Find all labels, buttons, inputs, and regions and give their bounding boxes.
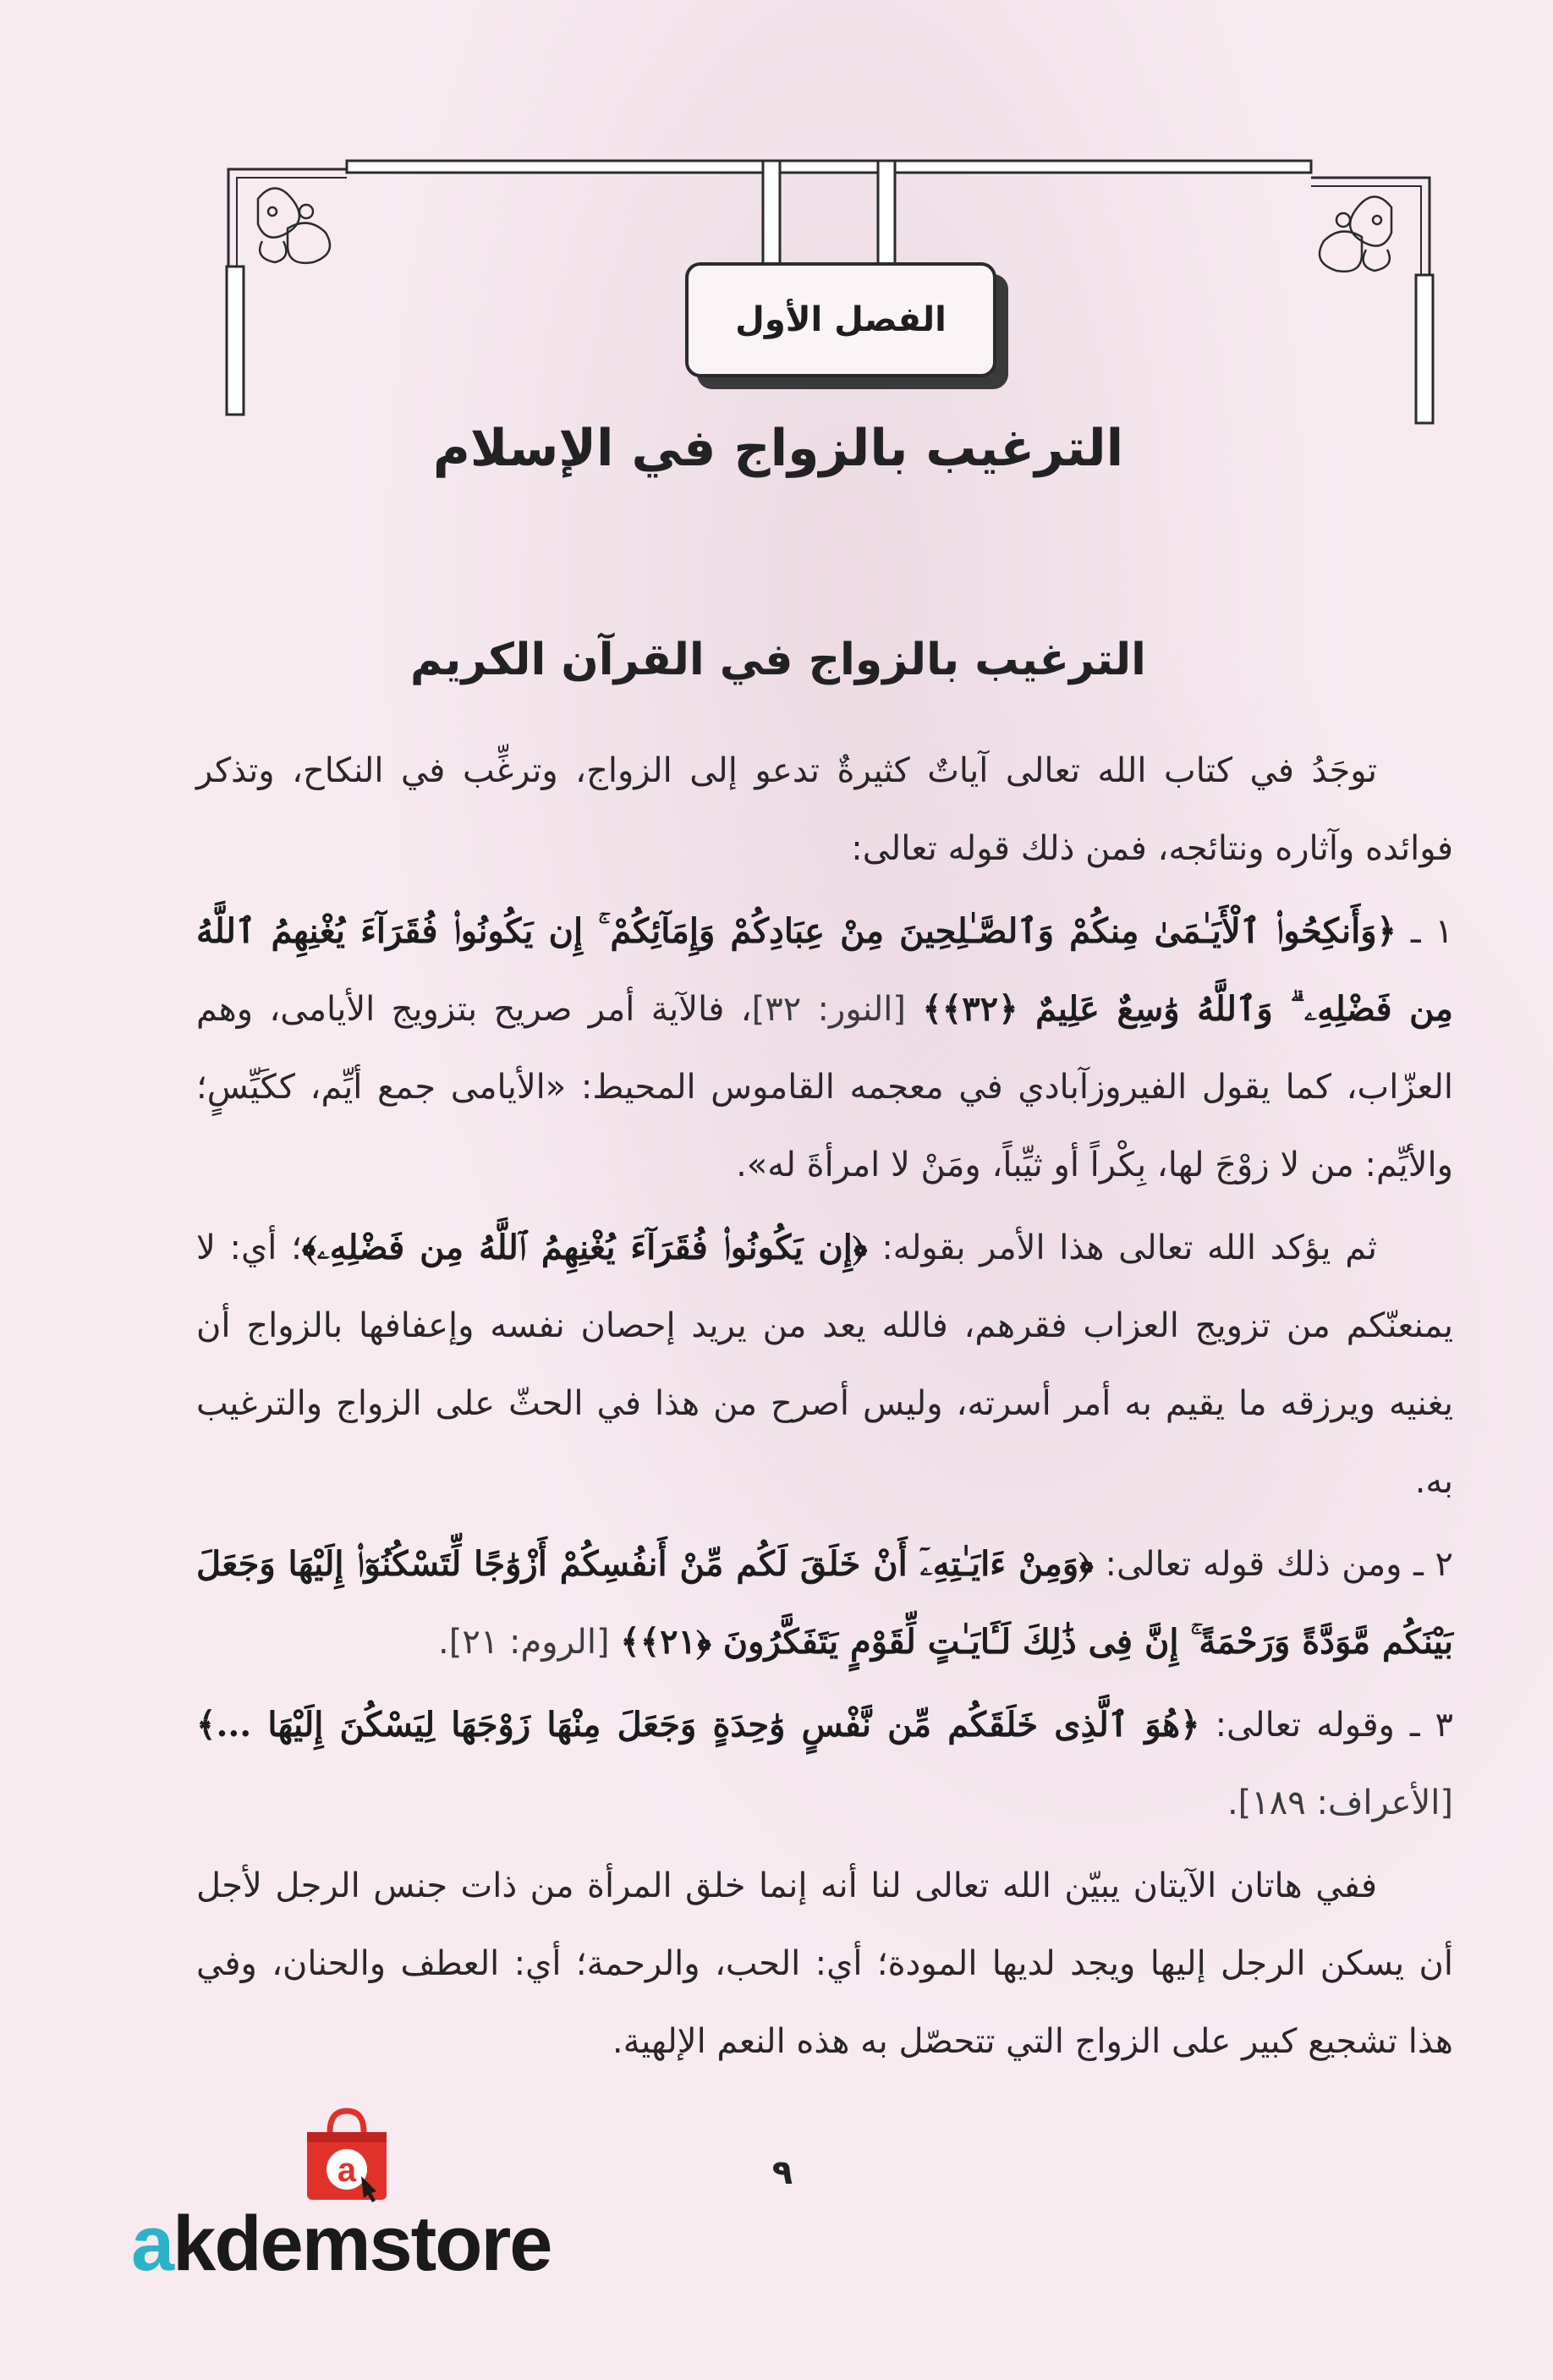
page-number: ٩ [771, 2153, 793, 2192]
lead-text: ٣ ـ وقوله تعالى: [1215, 1706, 1454, 1745]
item-number: ١ ـ [1410, 912, 1453, 951]
svg-text:a: a [337, 2152, 357, 2189]
chapter-label: الفصل الأول [735, 300, 947, 339]
left-floral-ornament [258, 189, 330, 263]
chapter-label-box [685, 262, 996, 377]
paragraph-verse-1 [196, 893, 1453, 1204]
verse-reference: [الروم: ٢١]. [438, 1623, 610, 1662]
verse-reference: [الأعراف: ١٨٩]. [1226, 1784, 1453, 1822]
paragraph-intro: توجَدُ في كتاب الله تعالى آياتٌ كثيرةٌ تدعو إلى الزواج، وترغِّب في النكاح، وتذكر فوائده وآثاره ونتائجه، فمن ذلك قوله تعالى: [196, 751, 1453, 868]
store-name: akdemstore [131, 2201, 552, 2287]
quran-verse: ﴿وَأَنكِحُوا۟ ٱلْأَيَـٰمَىٰ مِنكُمْ وَٱلصَّـٰلِحِينَ مِنْ عِبَادِكُمْ وَإِمَآئِكُمْ ۚ إِن يَكُونُوا۟ فُقَرَآءَ يُغْنِهِمُ ٱللَّهُ مِن فَضْلِهِۦ ۗ وَٱللَّهُ وَٰسِعٌ عَلِيمٌ ﴿٣٢﴾﴾ [196, 911, 1453, 1029]
quran-verse: ﴿إِن يَكُونُوا۟ فُقَرَآءَ يُغْنِهِمُ ٱللَّهُ مِن فَضْلِهِۦ﴾ [301, 1228, 868, 1267]
commentary-text: ، فالآية أمر صريح بتزويج الأيامى، وهم العزّاب، كما يقول الفيروزآبادي في معجمه القاموس المحيط: «الأيامى جمع أيِّم، ككَيِّسٍ؛ والأيِّم: من لا زوْجَ لها، بِكْراً أو ثيِّباً، ومَنْ لا امرأةَ له». [196, 990, 1453, 1185]
quran-verse: ﴿وَمِنْ ءَايَـٰتِهِۦٓ أَنْ خَلَقَ لَكُم مِّنْ أَنفُسِكُمْ أَزْوَٰجًا لِّتَسْكُنُوٓا۟ إِلَيْهَا وَجَعَلَ بَيْنَكُم مَّوَدَّةً وَرَحْمَةً ۚ إِنَّ فِى ذَٰلِكَ لَـَٔايَـٰتٍ لِّقَوْمٍ يَتَفَكَّرُونَ ﴿٢١﴾﴾ [196, 1544, 1453, 1662]
section-title: الترغيب بالزواج في القرآن الكريم [410, 635, 1146, 685]
paragraph-verse-2 [196, 1525, 1453, 1681]
commentary-text: ؛ أي: لا يمنعنّكم من تزويج العزاب فقرهم، فالله يعد من يريد إحصان نفسه وإعفافها بالزواج أن يغنيه ويرزقه ما يقيم به أمر أسرته، وليس أصرح من هذا في الحثّ على الزواج والترغيب به. [196, 1228, 1453, 1501]
paragraph-conclusion: ففي هاتان الآيتان يبيّن الله تعالى لنا أنه إنما خلق المرأة من ذات جنس الرجل لأجل أن يسكن الرجل إليها ويجد لديها المودة؛ أي: الحب، والرحمة؛ أي: العطف والحنان، وفي هذا تشجيع كبير على الزواج التي تتحصّل به هذه النعم الإلهية. [196, 1866, 1453, 2061]
gift-bag-icon [300, 2107, 393, 2204]
lead-text: ثم يؤكد الله تعالى هذا الأمر بقوله: [881, 1228, 1378, 1267]
store-watermark-logo [131, 2107, 588, 2310]
verse-reference: [النور: ٣٢] [751, 990, 906, 1029]
quran-verse: ﴿هُوَ ٱلَّذِى خَلَقَكُم مِّن نَّفْسٍ وَٰحِدَةٍ وَجَعَلَ مِنْهَا زَوْجَهَا لِيَسْكُنَ إِلَيْهَا ...﴾ [196, 1705, 1200, 1745]
body-text [196, 732, 1453, 2086]
paragraph-verse-3 [196, 1686, 1453, 1842]
right-floral-ornament [1320, 197, 1391, 272]
chapter-title: الترغيب بالزواج في الإسلام [432, 419, 1124, 478]
paragraph-emphasis [196, 1209, 1453, 1520]
lead-text: ٢ ـ ومن ذلك قوله تعالى: [1105, 1545, 1454, 1584]
